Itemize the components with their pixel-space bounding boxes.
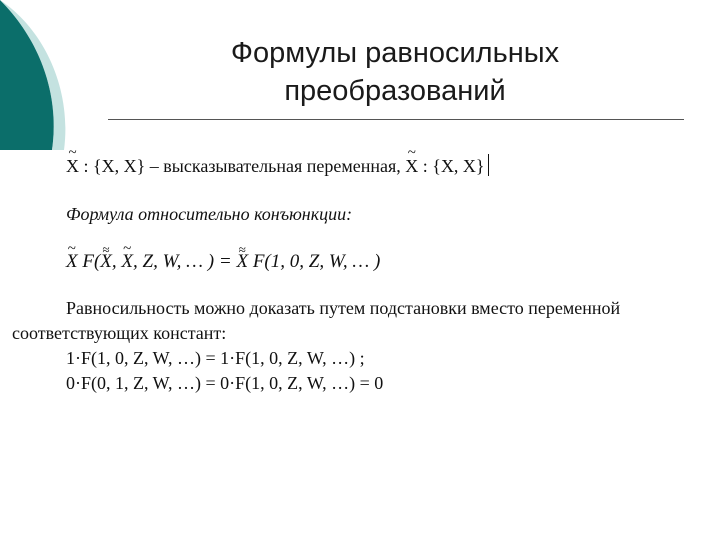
proof-line-4: 0·F(0, 1, Z, W, …) = 0·F(1, 0, Z, W, …) = 0 <box>66 373 384 393</box>
variable-domain-text-2: : {X, X} <box>418 156 485 176</box>
proof-line-2: соответствующих констант: <box>12 323 227 343</box>
formula-part-3: , Z, W, … ) = <box>133 251 237 272</box>
formula-var-2: ≈ X <box>100 250 112 274</box>
formula-part-4: F(1, 0, Z, W, … ) <box>248 251 381 272</box>
variable-domain-text: : {X, X} – высказывательная переменная, <box>79 156 406 176</box>
formula-var-4: ≈ X <box>236 250 248 274</box>
variable-x-tilde-2: ~ X <box>405 155 418 177</box>
proof-line-3: 1·F(1, 0, Z, W, …) = 1·F(1, 0, Z, W, …) ; <box>66 348 365 368</box>
proof-line-1: Равносильность можно доказать путем подстановки вместо переменной <box>66 298 621 318</box>
conjunction-heading: Формула относительно конъюнкции: <box>66 204 353 224</box>
title-line-1: Формулы равносильных <box>230 37 560 69</box>
title-line-2: преобразований <box>284 75 506 107</box>
text-cursor <box>488 154 489 176</box>
formula-part-2: , <box>111 251 122 272</box>
variable-x-tilde: ~ X <box>66 155 79 177</box>
formula-var-3: ~ X <box>121 250 133 274</box>
variable-definition <box>66 154 489 177</box>
title-divider <box>108 119 684 120</box>
formula-part-1: F( <box>77 251 101 272</box>
slide-title <box>150 34 640 110</box>
conjunction-formula <box>66 250 380 274</box>
formula-var-1: ~ X <box>66 250 78 274</box>
corner-decoration <box>0 0 80 150</box>
